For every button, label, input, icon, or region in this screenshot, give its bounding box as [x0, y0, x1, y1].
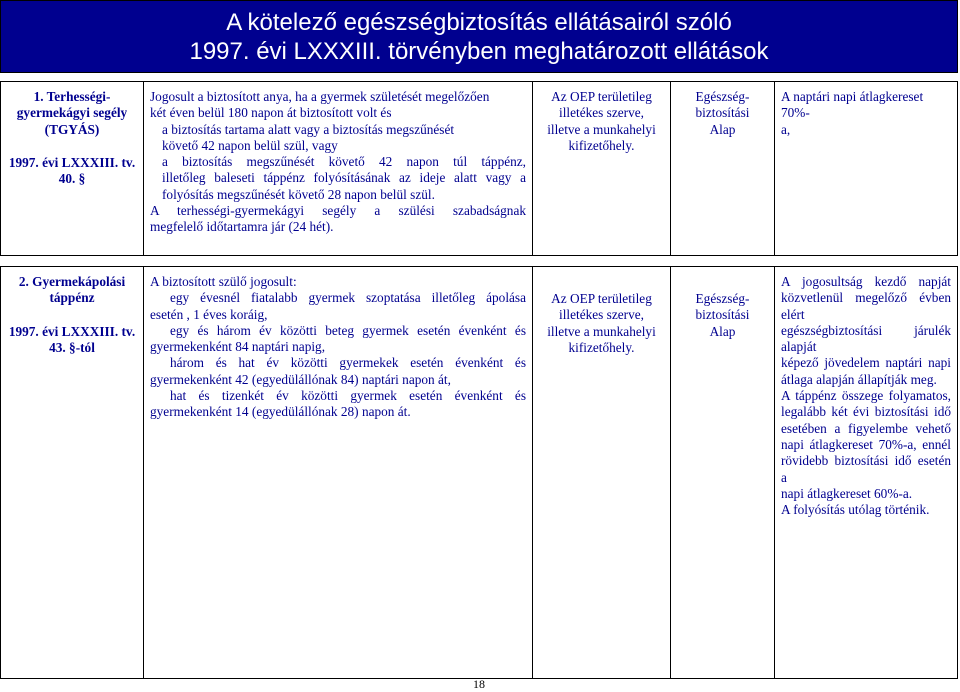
condition-line: egy és három év közötti beteg gyermek esetén évenként és	[170, 322, 526, 338]
fund-line: Egészség-	[695, 291, 750, 306]
condition-line: a biztosítás megszűnését követő 42 napon túl táppénz,	[162, 154, 526, 170]
condition-line: gyermekenként 42 (egyedülállónak 84) naptári napon át,	[150, 371, 451, 387]
title-line-2: 1997. évi LXXXIII. törvényben meghatározott ellátások	[189, 38, 769, 65]
condition-line: hat és tizenkét év közötti gyermek esetén évenként és	[170, 388, 526, 404]
condition-line: A biztosított szülő jogosult:	[150, 274, 297, 289]
conditions-cell	[144, 267, 533, 679]
benefit-name-line: táppénz	[49, 290, 95, 306]
benefit-row-childcare	[0, 266, 958, 679]
payer-line: illetve a munkahelyi	[547, 121, 656, 137]
amount-line: esetében a figyelembe vehető	[781, 420, 951, 436]
amount-line: közvetlenül megelőző évben elért	[781, 290, 951, 322]
fund-line: biztosítási	[695, 105, 750, 121]
payer-line: Az OEP területileg	[551, 89, 652, 104]
payer-line: kifizetőhely.	[568, 339, 635, 355]
fund-cell	[671, 267, 775, 679]
condition-line: két éven belül 180 napon át biztosított volt és	[150, 105, 392, 121]
benefit-name-line: 2. Gyermekápolási	[18, 274, 126, 289]
condition-line: három és hat év közötti gyermekek esetén évenként és	[170, 355, 526, 371]
payer-line: illetékes szerve,	[559, 307, 644, 323]
condition-line: követő 42 napon belül szül, vagy	[162, 137, 338, 153]
amount-line: rövidebb biztosítási idő esetén a	[781, 453, 951, 485]
amount-line: napi átlagkereset 70%-a, ennél	[781, 436, 951, 452]
amount-line: képező jövedelem naptári napi	[781, 355, 951, 371]
fund-cell	[671, 82, 775, 256]
page-number: 18	[473, 677, 485, 691]
amount-line: napi átlagkereset 60%-a.	[781, 485, 913, 501]
fund-line: Alap	[709, 121, 736, 137]
title-banner	[0, 0, 958, 73]
title-line-1: A kötelező egészségbiztosítás ellátásairól szóló	[226, 9, 732, 36]
condition-line: gyermekenként 14 (egyedülállónak 28) napon át.	[150, 404, 411, 420]
law-reference: 1997. évi LXXXIII. tv.	[8, 154, 136, 170]
payer-line: kifizetőhely.	[568, 137, 635, 153]
condition-line: megfelelő időtartamra jár (24 hét).	[150, 219, 334, 235]
condition-line: egy évesnél fiatalabb gyermek szoptatása illetőleg ápolása	[170, 290, 526, 306]
payer-line: illetve a munkahelyi	[547, 323, 656, 339]
amount-line: legalább két évi biztosítási idő	[781, 404, 951, 420]
benefit-name-cell	[1, 267, 144, 679]
condition-line: illetőleg baleseti táppénz folyósításának az ideje alatt vagy a	[162, 170, 526, 186]
section-reference: 40. §	[58, 171, 86, 187]
law-reference: 1997. évi LXXXIII. tv.	[8, 323, 136, 339]
fund-line: Egészség-	[695, 89, 750, 104]
benefit-name-line: (TGYÁS)	[44, 121, 100, 137]
amount-cell	[775, 267, 958, 679]
amount-line: a,	[781, 121, 791, 137]
amount-line: A folyósítás utólag történik.	[781, 502, 930, 518]
amount-line: A naptári napi átlagkereset 70%-	[781, 89, 924, 121]
amount-line: A jogosultság kezdő napját	[781, 274, 951, 289]
conditions-cell	[144, 82, 533, 256]
benefit-row-tgyas	[0, 81, 958, 256]
benefit-name-cell	[1, 82, 144, 256]
amount-line: átlaga alapján állapítják meg.	[781, 371, 937, 387]
payer-cell	[533, 267, 671, 679]
amount-line: A táppénz összege folyamatos,	[781, 388, 951, 404]
condition-line: Jogosult a biztosított anya, ha a gyermek születését megelőzően	[150, 89, 490, 104]
benefit-name-line: 1. Terhességi-	[33, 89, 111, 104]
amount-cell	[775, 82, 958, 256]
condition-line: A terhességi-gyermekágyi segély a szülési szabadságnak	[150, 203, 526, 219]
condition-line: a biztosítás tartama alatt vagy a biztosítás megszűnését	[162, 121, 455, 137]
condition-line: folyósítás megszűnését követő 28 napon belül szül.	[162, 186, 435, 202]
payer-line: illetékes szerve,	[559, 105, 644, 121]
condition-line: esetén , 1 éves koráig,	[150, 306, 268, 322]
benefit-name-line: gyermekágyi segély	[16, 105, 128, 121]
payer-cell	[533, 82, 671, 256]
payer-line: Az OEP területileg	[551, 291, 652, 306]
amount-line: egészségbiztosítási járulék alapját	[781, 322, 951, 355]
condition-line: gyermekenként 84 naptári napig,	[150, 339, 326, 355]
fund-line: Alap	[709, 323, 736, 339]
fund-line: biztosítási	[695, 307, 750, 323]
section-reference: 43. §-tól	[49, 339, 95, 355]
